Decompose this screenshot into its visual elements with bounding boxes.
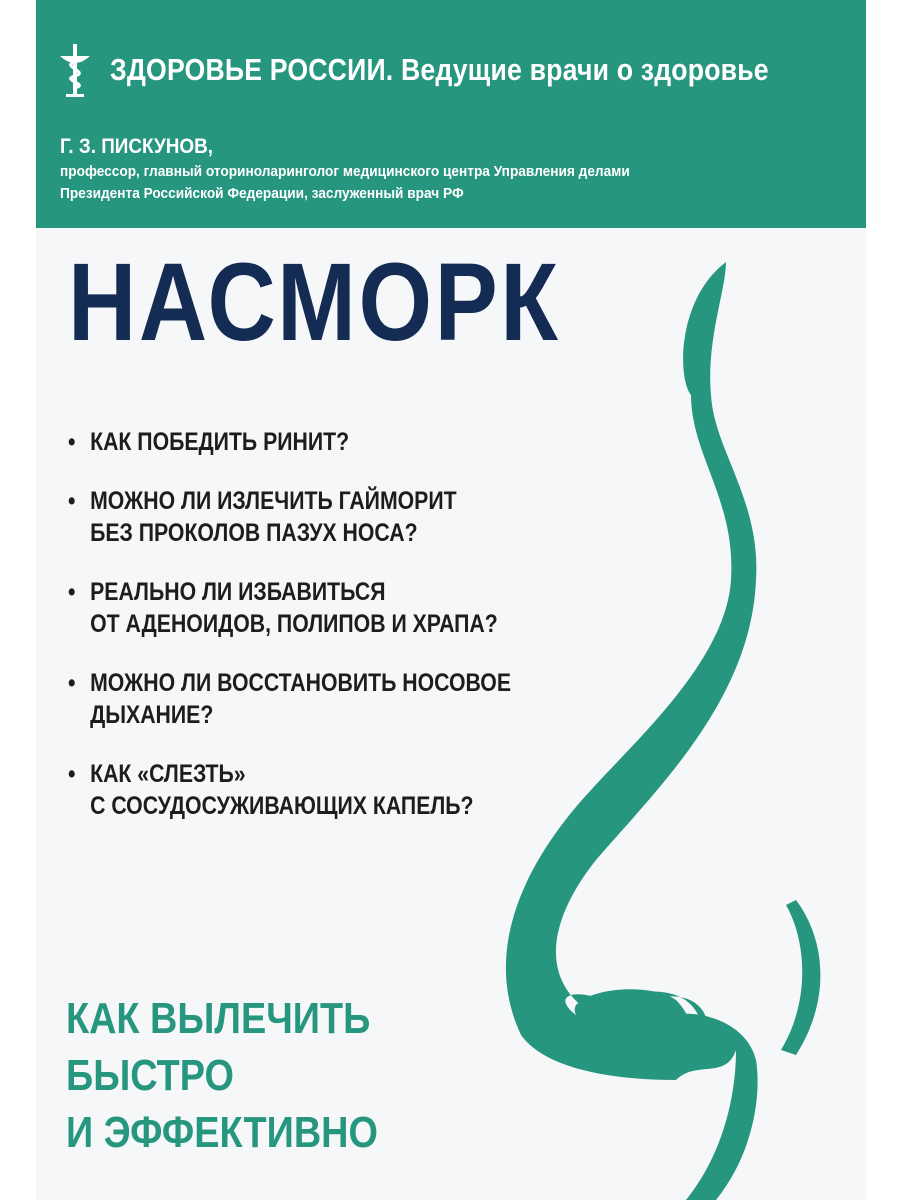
- author-name: Г. З. ПИСКУНОВ,: [60, 135, 214, 158]
- series-title: ЗДОРОВЬЕ РОССИИ. Ведущие врачи о здоровье: [110, 52, 769, 87]
- question-line: ОТ АДЕНОИДОВ, ПОЛИПОВ И ХРАПА?: [90, 610, 498, 638]
- tagline: [66, 990, 378, 1161]
- question-line: • РЕАЛЬНО ЛИ ИЗБАВИТЬСЯ: [90, 578, 386, 606]
- author-bio-line: Президента Российской Федерации, заслуженный врач РФ: [60, 185, 464, 202]
- question-line: • МОЖНО ЛИ ВОССТАНОВИТЬ НОСОВОЕ: [90, 669, 512, 697]
- question-line: • КАК «СЛЕЗТЬ»: [90, 760, 246, 788]
- list-item: [68, 758, 511, 822]
- question-line: С СОСУДОСУЖИВАЮЩИХ КАПЕЛЬ?: [90, 792, 474, 820]
- tagline-line: И ЭФФЕКТИВНО: [66, 1108, 378, 1157]
- list-item: [68, 426, 511, 458]
- question-line: БЕЗ ПРОКОЛОВ ПАЗУХ НОСА?: [90, 519, 418, 547]
- tagline-line: КАК ВЫЛЕЧИТЬ: [66, 994, 371, 1043]
- question-list: [68, 426, 589, 849]
- book-cover: [36, 0, 866, 1200]
- question-line: • КАК ПОБЕДИТЬ РИНИТ?: [90, 428, 350, 456]
- list-item: [68, 667, 511, 731]
- question-line: ДЫХАНИЕ?: [90, 701, 214, 729]
- book-title: НАСМОРК: [68, 241, 561, 364]
- question-line: • МОЖНО ЛИ ИЗЛЕЧИТЬ ГАЙМОРИТ: [90, 487, 457, 515]
- author-bio-line: профессор, главный оториноларинголог медицинского центра Управления делами: [60, 163, 630, 180]
- tagline-line: БЫСТРО: [66, 1051, 234, 1100]
- list-item: [68, 485, 511, 549]
- list-item: [68, 576, 511, 640]
